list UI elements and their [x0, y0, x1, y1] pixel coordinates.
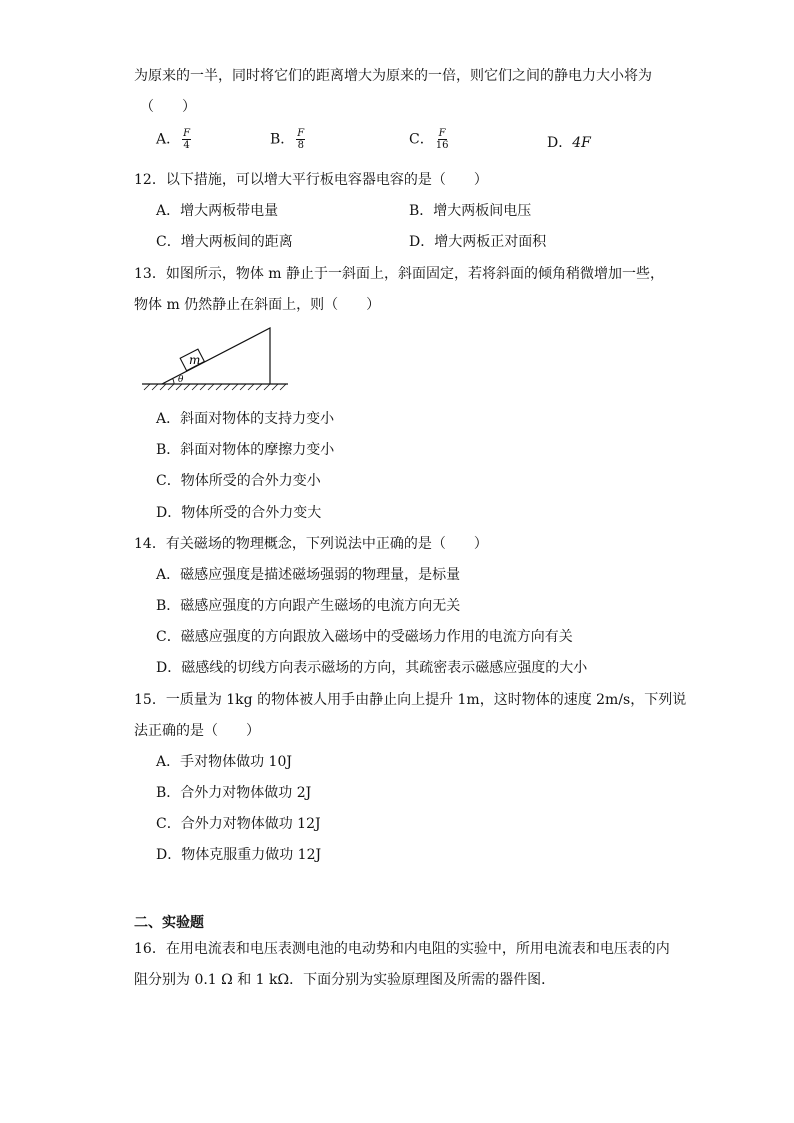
q15-stem-line2: 法正确的是（ ）: [134, 723, 260, 739]
fraction: $\frac{F}{16}$: [435, 128, 449, 151]
angle-label: θ: [178, 375, 184, 385]
q14-option-c: C．磁感应强度的方向跟放入磁场中的受磁场力作用的电流方向有关: [156, 629, 573, 645]
fraction: $\frac{F}{4}$: [183, 128, 191, 151]
q11-answer-paren: （ ）: [140, 99, 196, 115]
fraction: $\frac{F}{8}$: [297, 128, 305, 151]
q12-option-a: A．增大两板带电量: [156, 203, 279, 219]
q14-option-a: A．磁感应强度是描述磁场强弱的物理量，是标量: [156, 567, 461, 583]
q12-option-b: B．增大两板间电压: [409, 203, 532, 219]
q15-stem-line1: 15．一质量为 1kg 的物体被人用手由静止向上提升 1m，这时物体的速度 2m/s，下列说: [134, 692, 687, 708]
q15-option-c: C．合外力对物体做功 12J: [156, 816, 321, 832]
q14-option-d: D．磁感线的切线方向表示磁场的方向，其疏密表示磁感应强度的大小: [156, 660, 588, 676]
q11-option-c: C． $\frac{F}{16}$: [409, 128, 449, 151]
q13-option-c: C．物体所受的合外力变小: [156, 473, 321, 489]
block-label: m: [189, 353, 201, 367]
q14-stem: 14．有关磁场的物理概念，下列说法中正确的是（ ）: [134, 536, 488, 552]
q15-option-a: A．手对物体做功 10J: [156, 754, 292, 770]
q12-option-c: C．增大两板间的距离: [156, 234, 293, 250]
q13-option-a: A．斜面对物体的支持力变小: [156, 411, 335, 427]
section-title: 二、实验题: [134, 915, 204, 931]
ground-hatching: [144, 384, 286, 390]
q13-option-b: B．斜面对物体的摩擦力变小: [156, 442, 335, 458]
q13-option-d: D．物体所受的合外力变大: [156, 505, 322, 521]
q12-option-d: D．增大两板正对面积: [409, 234, 547, 250]
q13-stem-line2: 物体 m 仍然静止在斜面上，则（ ）: [134, 297, 381, 313]
q16-stem-line1: 16．在用电流表和电压表测电池的电动势和内电阻的实验中，所用电流表和电压表的内: [134, 941, 670, 957]
angle-arc: [173, 378, 174, 384]
incline-figure: [140, 326, 292, 392]
q15-option-d: D．物体克服重力做功 12J: [156, 847, 322, 863]
q14-option-b: B．磁感应强度的方向跟产生磁场的电流方向无关: [156, 598, 461, 614]
q15-option-b: B．合外力对物体做功 2J: [156, 785, 312, 801]
q11-option-d: D．4F: [547, 135, 591, 151]
q16-stem-line2: 阻分别为 0.1 Ω 和 1 kΩ．下面分别为实验原理图及所需的器件图．: [134, 972, 556, 988]
q11-option-b: B． $\frac{F}{8}$: [270, 128, 305, 151]
q13-stem-line1: 13．如图所示，物体 m 静止于一斜面上，斜面固定，若将斜面的倾角稍微增加一些，: [134, 266, 664, 282]
q11-stem-continuation: 为原来的一半，同时将它们的距离增大为原来的一倍，则它们之间的静电力大小将为: [134, 68, 652, 84]
q12-stem: 12．以下措施，可以增大平行板电容器电容的是（ ）: [134, 172, 488, 188]
q11-option-a: A． $\frac{F}{4}$: [156, 128, 191, 151]
